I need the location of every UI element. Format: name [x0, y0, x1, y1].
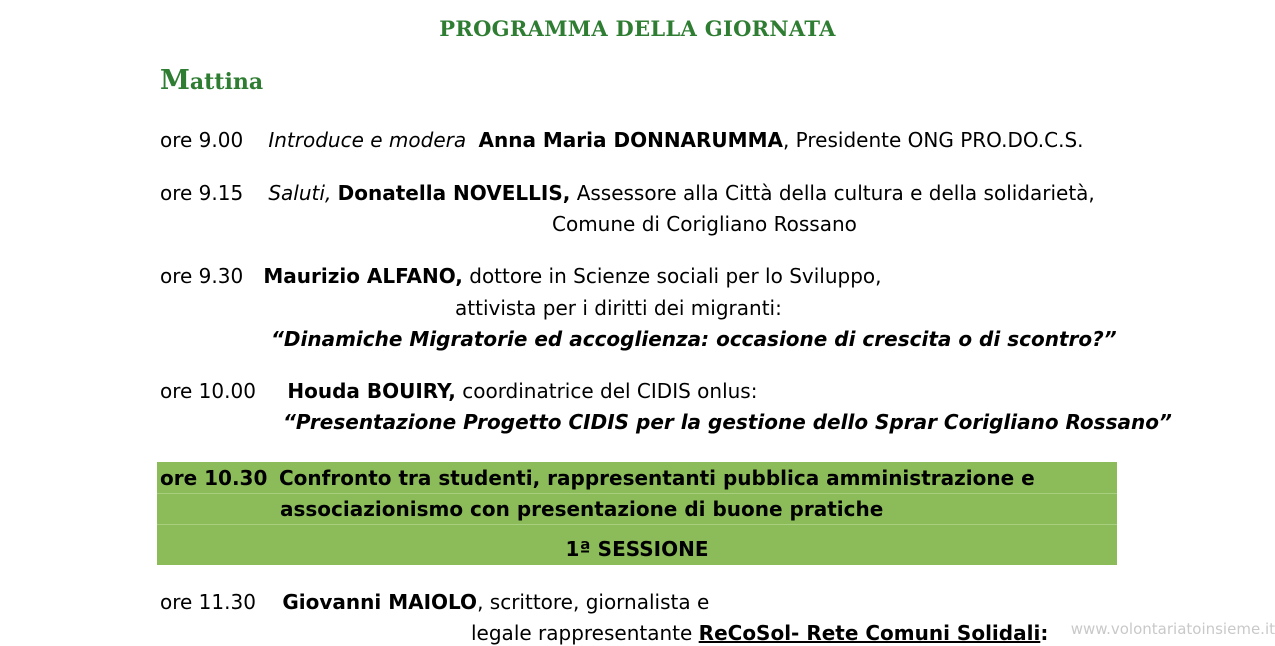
schedule-item-0900	[160, 127, 1084, 153]
watermark: www.volontariatoinsieme.it	[1070, 620, 1275, 638]
highlight-divider	[157, 493, 1117, 494]
time-label: ore 11.30	[160, 590, 256, 614]
time-label: ore 10.30	[160, 466, 268, 490]
highlight-line-1	[160, 465, 1035, 491]
time-label: ore 10.00	[160, 379, 256, 403]
section-heading-initial: M	[160, 65, 190, 96]
speaker-name: Houda BOUIRY,	[287, 379, 456, 403]
role-label: Saluti,	[268, 181, 332, 205]
role-label: Introduce e modera	[268, 128, 467, 152]
section-heading	[160, 65, 264, 96]
speaker-description: , Presidente ONG PRO.DO.C.S.	[782, 128, 1084, 152]
time-label: ore 9.00	[160, 128, 244, 152]
highlight-divider	[157, 524, 1117, 525]
schedule-item-0915	[160, 180, 1095, 206]
description-prefix: legale rappresentante	[471, 621, 693, 645]
schedule-item-1000	[160, 378, 757, 404]
section-heading-rest: attina	[189, 69, 264, 95]
organization-name: ReCoSol- Rete Comuni Solidali	[698, 621, 1041, 645]
highlight-text: Confronto tra studenti, rappresentanti pubblica amministrazione e	[279, 466, 1035, 490]
time-label: ore 9.30	[160, 264, 244, 288]
speaker-name: Maurizio ALFANO,	[263, 264, 463, 288]
speaker-name: Anna Maria DONNARUMMA	[478, 128, 783, 152]
schedule-item-0930	[160, 263, 882, 289]
description-suffix: :	[1040, 621, 1049, 645]
session-label: 1ª SESSIONE	[565, 537, 709, 561]
speaker-description: coordinatrice del CIDIS onlus:	[462, 379, 758, 403]
talk-title: “Presentazione Progetto CIDIS per la gestione dello Sprar Corigliano Rossano”	[283, 410, 1172, 434]
speaker-description-cont	[471, 620, 1048, 646]
talk-title: “Dinamiche Migratorie ed accoglienza: occasione di crescita o di scontro?”	[271, 327, 1117, 351]
speaker-description-cont: Comune di Corigliano Rossano	[552, 212, 857, 236]
speaker-description: , scrittore, giornalista e	[477, 590, 710, 614]
schedule-item-1130	[160, 589, 709, 615]
program-title: PROGRAMMA DELLA GIORNATA	[439, 16, 836, 41]
speaker-name: Donatella NOVELLIS,	[337, 181, 571, 205]
speaker-description: dottore in Scienze sociali per lo Sviluppo,	[469, 264, 882, 288]
highlight-line-2: associazionismo con presentazione di buone pratiche	[280, 497, 884, 521]
speaker-description-cont: attivista per i diritti dei migranti:	[455, 296, 782, 320]
speaker-name: Giovanni MAIOLO	[282, 590, 478, 614]
time-label: ore 9.15	[160, 181, 244, 205]
session-highlight	[157, 462, 1117, 565]
speaker-description: Assessore alla Città della cultura e della solidarietà,	[576, 181, 1095, 205]
